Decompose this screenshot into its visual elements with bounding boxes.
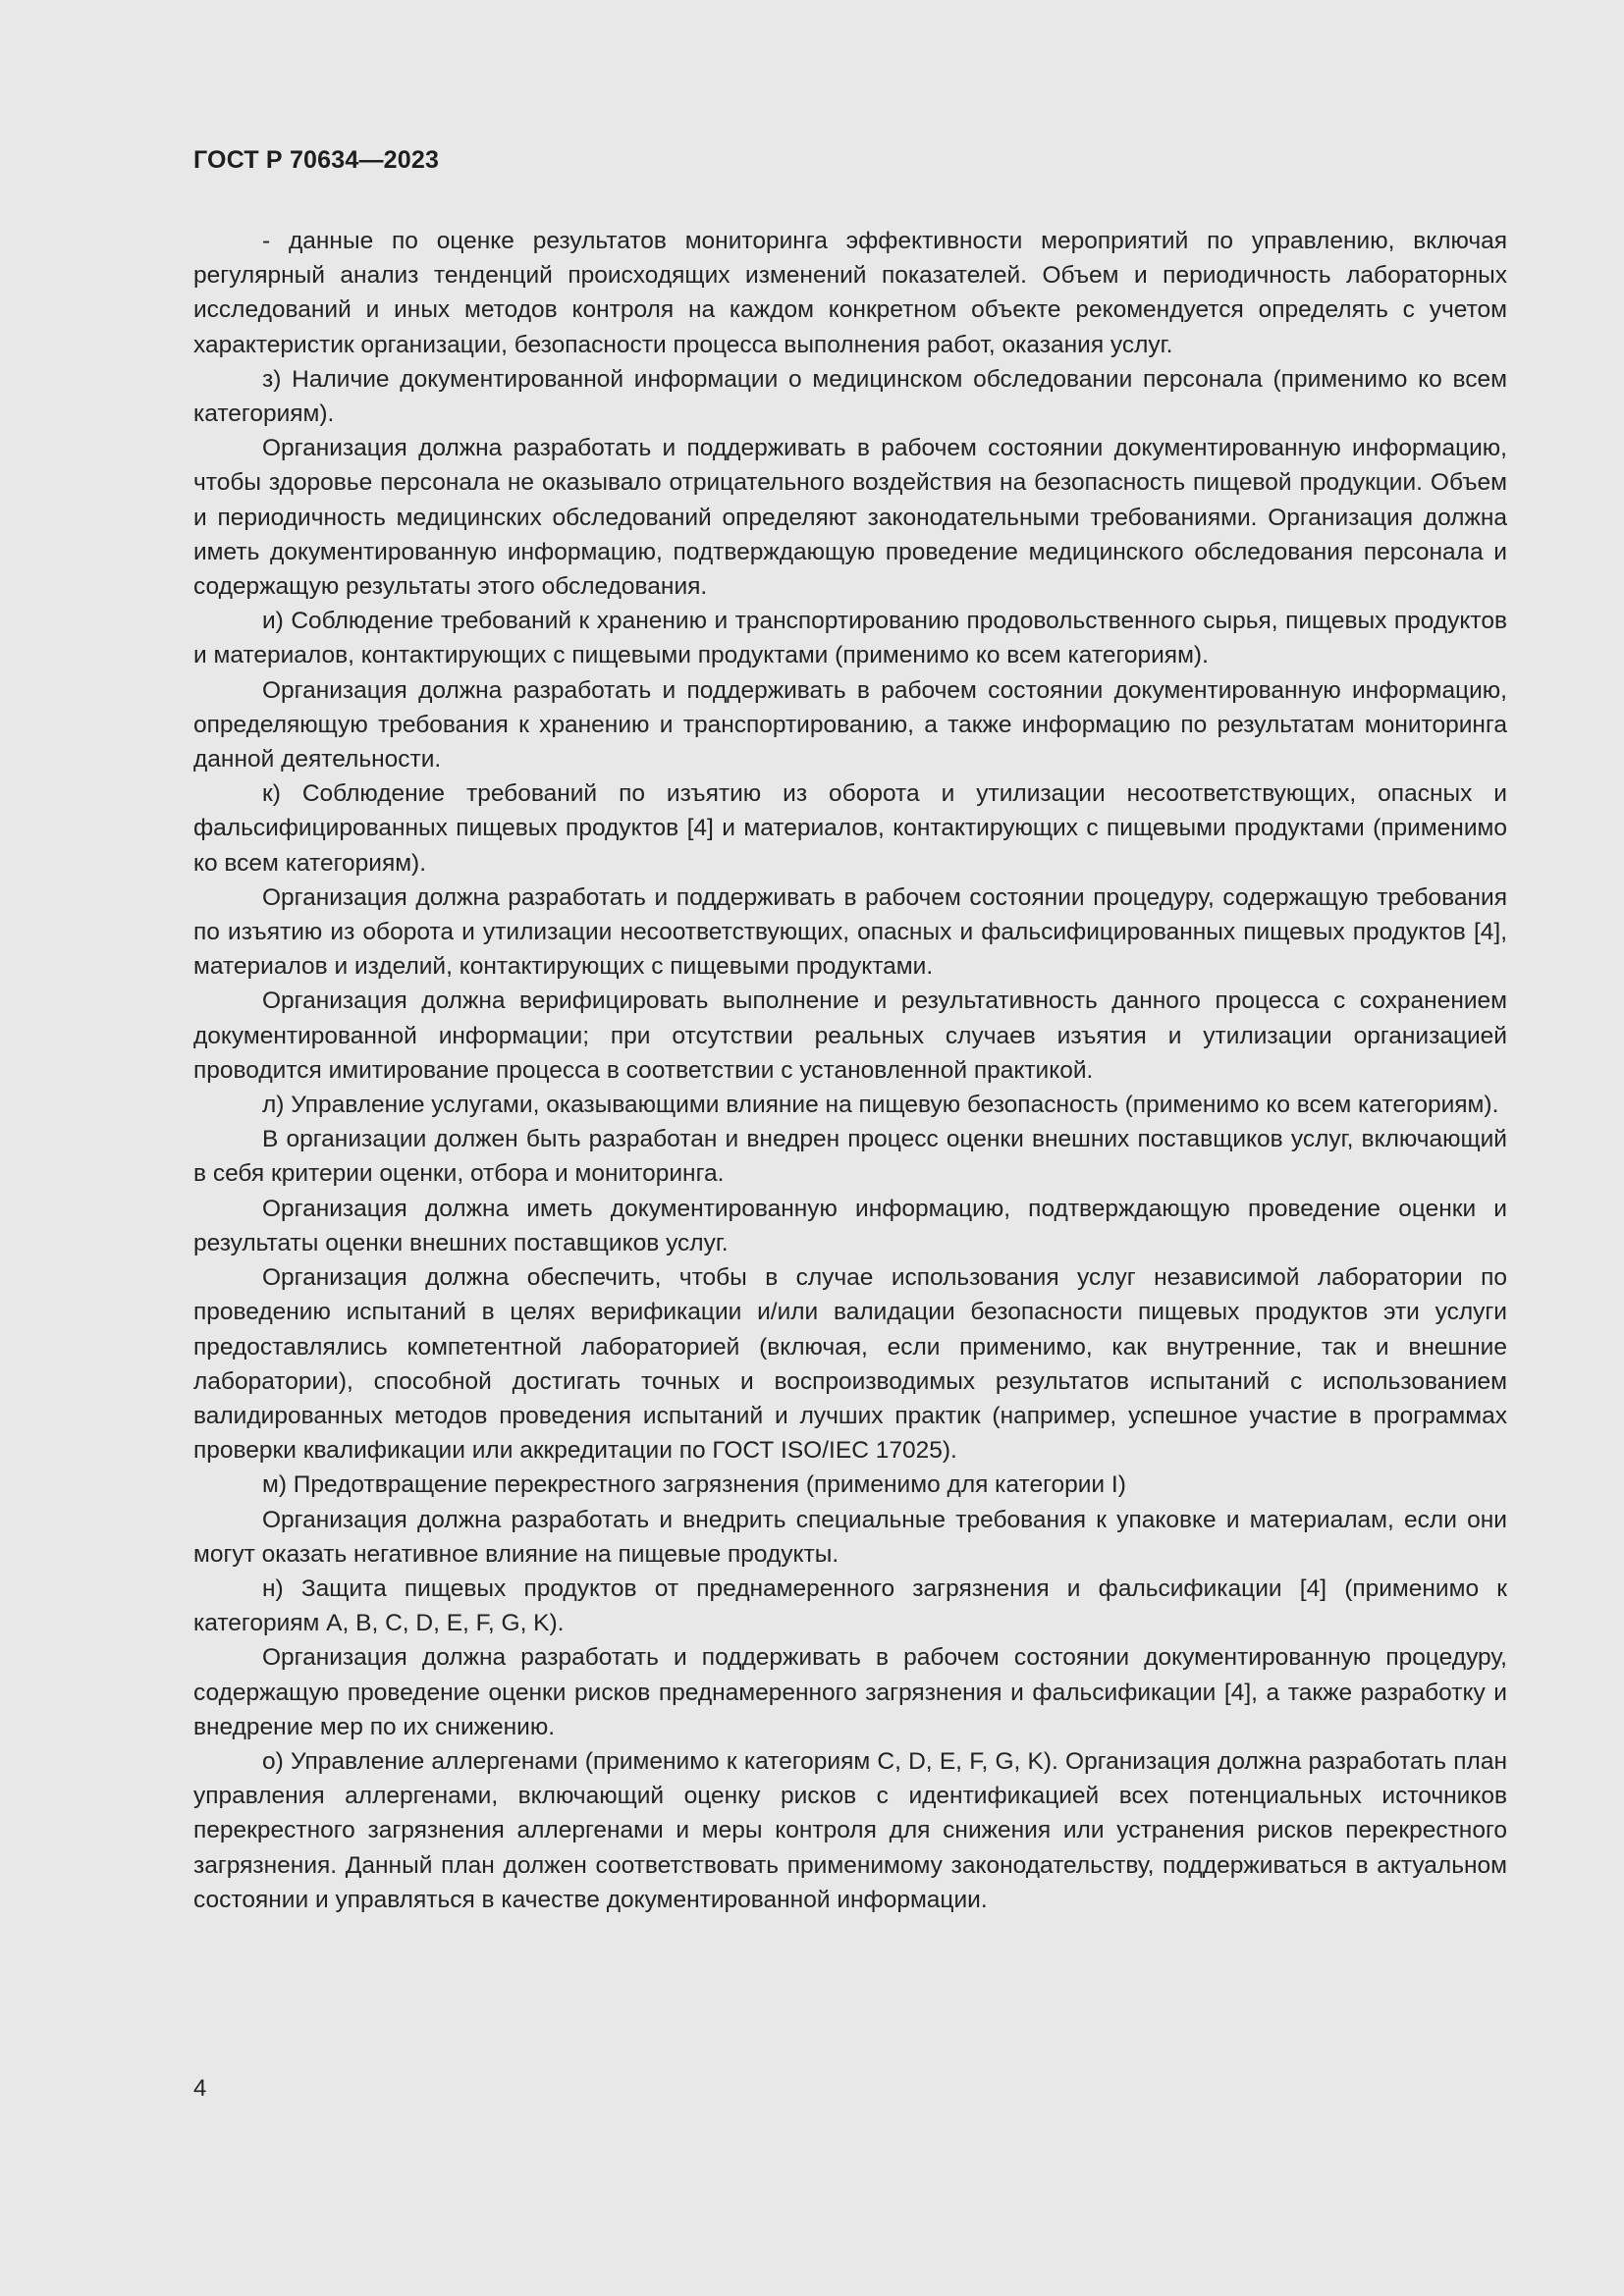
paragraph-supplier-documentation: Организация должна иметь документированную информацию, подтверждающую проведение оценки и результаты оценки внешних поставщиков услуг. xyxy=(193,1195,1507,1256)
paragraph-withdrawal-procedure: Организация должна разработать и поддерживать в рабочем состоянии процедуру, содержащую требования по изъятию из оборота и утилизации несоответствующих, опасных и фальсифицированных пищевых продуктов [4], материалов и изделий, контактирующих с пищевыми продуктами. xyxy=(193,883,1507,981)
page-number: 4 xyxy=(193,2075,207,2102)
paragraph-laboratory-competence: Организация должна обеспечить, чтобы в случае использования услуг независимой лаборатории по проведению испытаний в целях верификации и/или валидации безопасности пищевых продуктов эти услуги предоставлялись компетентной лабораторией (включая, если применимо, как внутренние, так и внешние лаборатории), способной достигать точных и воспроизводимых результатов испытаний с использованием валидированных методов проведения испытаний и лучших практик (например, успешное участие в программах проверки квалификации или аккредитации по ГОСТ ISO/IEC 17025). xyxy=(193,1264,1507,1465)
item-o-allergen-management: о) Управление аллергенами (применимо к категориям C, D, E, F, G, K). Организация должна разработать план управления аллергенами, включающий оценку рисков с идентификацией всех потенциальных источников перекрестного загрязнения аллергенами и меры контроля для снижения или устранения рисков перекрестного загрязнения. Данный план должен соответствовать применимому законодательству, поддерживаться в актуальном состоянии и управляться в качестве документированной информации. xyxy=(193,1747,1507,1913)
paragraph-medical-requirements: Организация должна разработать и поддерживать в рабочем состоянии документированную информацию, чтобы здоровье персонала не оказывало отрицательного воздействия на безопасность пищевой продукции. Объем и периодичность медицинских обследований определяют законодательными требованиями. Организация должна иметь документированную информацию, подтверждающую проведение медицинского обследования персонала и содержащую результаты этого обследования. xyxy=(193,435,1507,601)
item-l-service-management: л) Управление услугами, оказывающими влияние на пищевую безопасность (применимо ко всем категориям). xyxy=(262,1092,1499,1119)
document-body xyxy=(193,224,1507,1917)
paragraph-monitoring-data: - данные по оценке результатов мониторинга эффективности мероприятий по управлению, включая регулярный анализ тенденций происходящих изменений показателей. Объем и периодичность лабораторных исследований и иных методов контроля на каждом конкретном объекте рекомендуется определять с учетом характеристик организации, безопасности процесса выполнения работ, оказания услуг. xyxy=(193,228,1507,358)
item-m-cross-contamination: м) Предотвращение перекрестного загрязнения (применимо для категории I) xyxy=(262,1471,1126,1499)
paragraph-packaging-requirements: Организация должна разработать и внедрить специальные требования к упаковке и материалам, если они могут оказать негативное влияние на пищевые продукты. xyxy=(193,1506,1507,1568)
paragraph-supplier-evaluation: В организации должен быть разработан и внедрен процесс оценки внешних поставщиков услуг, включающий в себя критерии оценки, отбора и мониторинга. xyxy=(193,1126,1507,1188)
item-k-withdrawal-disposal: к) Соблюдение требований по изъятию из оборота и утилизации несоответствующих, опасных и фальсифицированных пищевых продуктов [4] и материалов, контактирующих с пищевыми продуктами (применимо ко всем категориям). xyxy=(193,780,1507,877)
item-n-food-defense: н) Защита пищевых продуктов от преднамеренного загрязнения и фальсификации [4] (применимо к категориям A, B, C, D, E, F, G, K). xyxy=(193,1575,1507,1637)
item-z-medical-examination: з) Наличие документированной информации о медицинском обследовании персонала (применимо ко всем категориям). xyxy=(193,365,1507,428)
paragraph-storage-info: Организация должна разработать и поддерживать в рабочем состоянии документированную информацию, определяющую требования к хранению и транспортированию, а также информацию по результатам мониторинга данной деятельности. xyxy=(193,676,1507,774)
paragraph-verification: Организация должна верифицировать выполнение и результативность данного процесса с сохранением документированной информации; при отсутствии реальных случаев изъятия и утилизации организацией проводится имитирование процесса в соответствии с установленной практикой. xyxy=(193,988,1507,1084)
item-i-storage-transport: и) Соблюдение требований к хранению и транспортированию продовольственного сырья, пищевых продуктов и материалов, контактирующих с пищевыми продуктами (применимо ко всем категориям). xyxy=(193,608,1507,669)
standard-designation: ГОСТ Р 70634—2023 xyxy=(193,146,440,174)
paragraph-food-defense-procedure: Организация должна разработать и поддерживать в рабочем состоянии документированную процедуру, содержащую проведение оценки рисков преднамеренного загрязнения и фальсификации [4], а также разработку и внедрение мер по их снижению. xyxy=(193,1644,1507,1740)
